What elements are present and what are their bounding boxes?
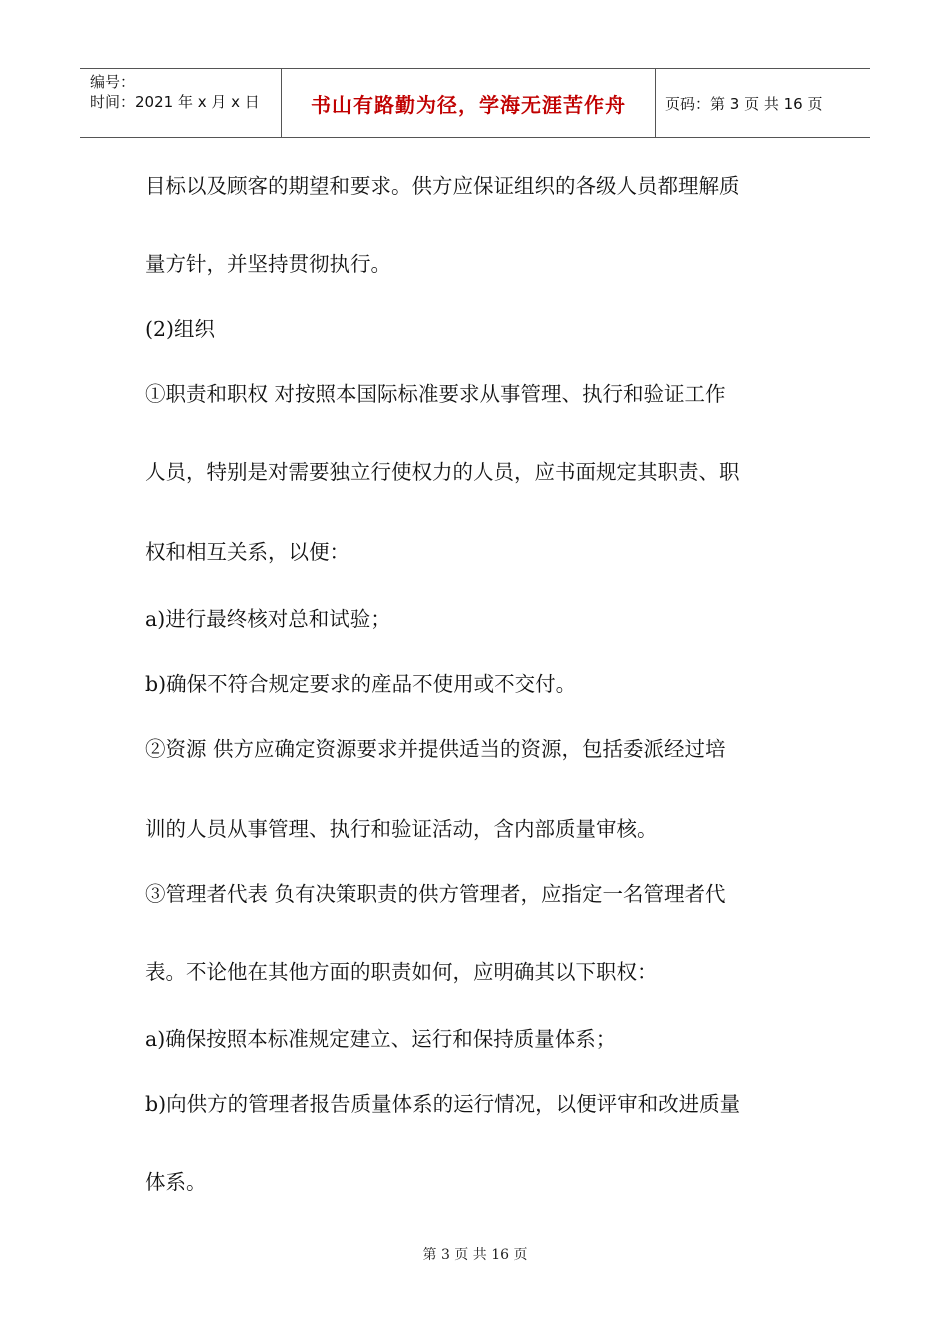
body-line: a)进行最终核对总和试验； <box>145 607 391 631</box>
body-line: 目标以及顾客的期望和要求。供方应保证组织的各级人员都理解质 <box>145 174 740 198</box>
body-line: 量方针，并坚持贯彻执行。 <box>145 252 391 276</box>
body-line: ①职责和职权 对按照本国际标准要求从事管理、执行和验证工作 <box>145 382 726 406</box>
body-line: b)向供方的管理者报告质量体系的运行情况，以便评审和改进质量 <box>145 1092 741 1116</box>
body-line: 训的人员从事管理、执行和验证活动，含内部质量审核。 <box>145 817 658 841</box>
header-meta <box>90 72 260 112</box>
header-page-info: 页码：第 3 页 共 16 页 <box>665 94 823 113</box>
body-line: ②资源 供方应确定资源要求并提供适当的资源，包括委派经过培 <box>145 737 726 761</box>
document-header <box>80 68 870 138</box>
body-line: a)确保按照本标准规定建立、运行和保持质量体系； <box>145 1027 617 1051</box>
body-line: 表。不论他在其他方面的职责如何，应明确其以下职权： <box>145 960 658 984</box>
body-line: b)确保不符合规定要求的産品不使用或不交付。 <box>145 672 577 696</box>
page-footer: 第 3 页 共 16 页 <box>422 1247 528 1263</box>
body-line: 权和相互关系，以便： <box>145 540 350 564</box>
header-divider <box>655 69 656 137</box>
body-line: 体系。 <box>145 1170 207 1194</box>
header-motto: 书山有路勤为径，学海无涯苦作舟 <box>311 92 626 117</box>
body-line: 人员，特别是对需要独立行使权力的人员，应书面规定其职责、职 <box>145 460 740 484</box>
body-line: (2)组织 <box>145 317 216 341</box>
doc-number-label: 编号： <box>90 73 136 91</box>
body-line: ③管理者代表 负有决策职责的供方管理者，应指定一名管理者代 <box>145 882 726 906</box>
doc-time-label: 时间：2021 年 x 月 x 日 <box>90 93 260 111</box>
